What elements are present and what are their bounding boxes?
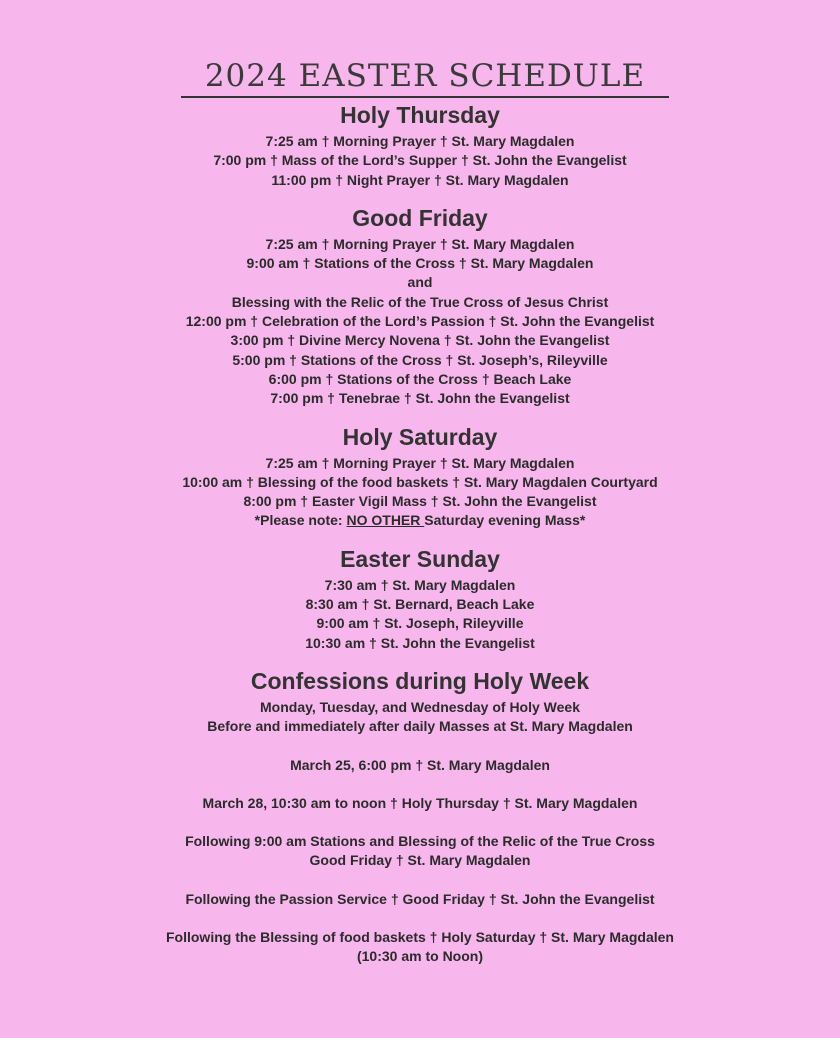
confession-line: Following the Blessing of food baskets † Holy Saturday † St. Mary Magdalen (166, 929, 674, 946)
schedule-line: 11:00 pm † Night Prayer † St. Mary Magdalen (271, 171, 569, 188)
saturday-note (0, 511, 840, 530)
schedule-line: 7:25 am † Morning Prayer † St. Mary Magdalen (265, 235, 575, 252)
schedule-line: 9:00 am † St. Joseph, Rileyville (316, 615, 524, 632)
schedule-line: 7:25 am † Morning Prayer † St. Mary Magdalen (265, 454, 575, 471)
confession-line: March 25, 6:00 pm † St. Mary Magdalen (290, 756, 550, 773)
confession-intro-line: Before and immediately after daily Masses at St. Mary Magdalen (207, 718, 633, 735)
schedule-line: 6:00 pm † Stations of the Cross † Beach Lake (268, 370, 572, 387)
note-suffix: Saturday evening Mass* (424, 512, 586, 529)
section-heading: Easter Sunday (340, 545, 500, 572)
note-emphasis: NO OTHER (346, 512, 425, 529)
schedule-line: 7:00 pm † Tenebrae † St. John the Evangelist (270, 390, 570, 407)
schedule-line: 7:25 am † Morning Prayer † St. Mary Magdalen (265, 133, 575, 149)
section-easter-sunday (0, 544, 840, 653)
section-holy-saturday (0, 422, 840, 531)
confession-line: Following 9:00 am Stations and Blessing of the Relic of the True Cross (185, 833, 655, 850)
section-holy-thursday (0, 100, 840, 190)
confession-intro-line: Monday, Tuesday, and Wednesday of Holy Week (260, 698, 580, 715)
schedule-line: 10:30 am † St. John the Evangelist (305, 634, 535, 651)
schedule-line: 8:00 pm † Easter Vigil Mass † St. John the Evangelist (243, 493, 597, 510)
confession-line: Following the Passion Service † Good Friday † St. John the Evangelist (185, 890, 655, 907)
page-title: 2024 EASTER SCHEDULE (181, 58, 669, 98)
section-heading: Confessions during Holy Week (250, 667, 590, 694)
schedule-line: 5:00 pm † Stations of the Cross † St. Joseph’s, Rileyville (232, 351, 608, 368)
schedule-line: 7:30 am † St. Mary Magdalen (324, 576, 516, 593)
confession-line: (10:30 am to Noon) (356, 948, 483, 965)
confession-line: March 28, 10:30 am to noon † Holy Thursday † St. Mary Magdalen (202, 794, 638, 811)
schedule-line: 9:00 am † Stations of the Cross † St. Mary Magdalen (246, 255, 594, 272)
note-prefix: *Please note: (254, 512, 347, 529)
schedule-content (0, 100, 840, 967)
section-heading: Good Friday (352, 204, 488, 231)
schedule-line: and (407, 274, 433, 291)
schedule-line: 3:00 pm † Divine Mercy Novena † St. John the Evangelist (230, 332, 610, 349)
schedule-line: 8:30 am † St. Bernard, Beach Lake (305, 596, 535, 613)
section-good-friday (0, 203, 840, 409)
schedule-line: 7:00 pm † Mass of the Lord’s Supper † St. John the Evangelist (213, 152, 627, 169)
schedule-line: 12:00 pm † Celebration of the Lord’s Passion † St. John the Evangelist (185, 313, 655, 330)
section-heading: Holy Saturday (342, 423, 498, 450)
section-confessions (0, 666, 840, 967)
section-heading: Holy Thursday (340, 102, 500, 128)
confession-line: Good Friday † St. Mary Magdalen (309, 852, 531, 869)
schedule-line: Blessing with the Relic of the True Cross of Jesus Christ (231, 293, 609, 310)
schedule-line: 10:00 am † Blessing of the food baskets † St. Mary Magdalen Courtyard (182, 473, 658, 490)
